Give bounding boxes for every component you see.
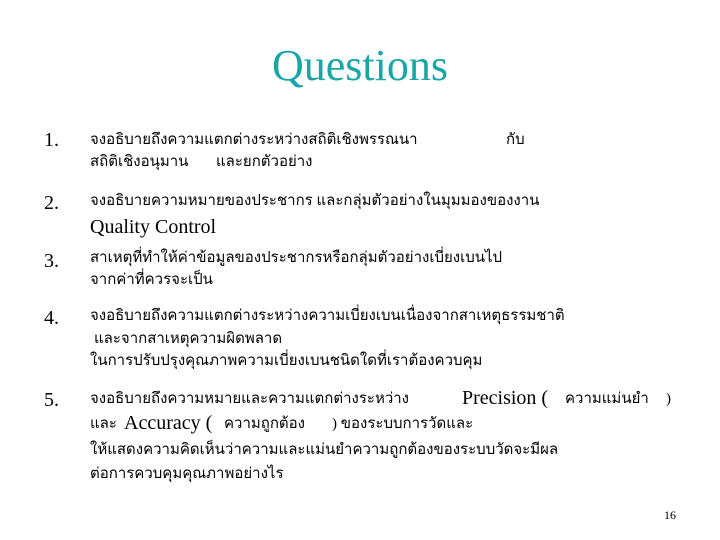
- question-text: ความแม่นยำ: [565, 391, 649, 407]
- question-text: จากค่าที่ควรจะเป็น: [90, 272, 213, 288]
- question-text: จงอธิบายถึงความแตกต่างระหว่างสถิติเชิงพรรณนา: [90, 132, 418, 148]
- question-text: Accuracy (: [124, 412, 213, 434]
- question-text: ความถูกต้อง: [224, 416, 306, 432]
- question-text: สถิติเชิงอนุมาน: [90, 154, 189, 170]
- question-number: 5.: [44, 389, 59, 411]
- question-number: 4.: [44, 307, 59, 329]
- question-number: 1.: [44, 129, 59, 151]
- question-text: จงอธิบายถึงความหมายและความแตกต่างระหว่าง: [90, 391, 410, 407]
- question-text: สาเหตุที่ทำให้ค่าข้อมูลของประชากรหรือกลุ่มตัวอย่างเบี่ยงเบนไป: [90, 250, 503, 266]
- question-text: และยกตัวอย่าง: [216, 154, 313, 170]
- question-text: จงอธิบายความหมายของประชากร และกลุ่มตัวอย่างในมุมมองของงาน: [90, 193, 540, 209]
- question-text: จงอธิบายถึงความแตกต่างระหว่างความเบี่ยงเบนเนื่องจากสาเหตุธรรมชาติ: [90, 308, 565, 324]
- question-number: 2.: [44, 192, 59, 214]
- question-text: ในการปรับปรุงคุณภาพความเบี่ยงเบนชนิดใดที่เราต้องควบคุม: [90, 353, 483, 369]
- slide-title: Questions: [272, 41, 448, 90]
- page-number: 16: [664, 508, 676, 522]
- question-text: Quality Control: [90, 216, 217, 238]
- question-text: ต่อการควบคุมคุณภาพอย่างไร: [90, 466, 284, 482]
- question-text: Precision (: [462, 387, 549, 409]
- question-text: และจากสาเหตุความผิดพลาด: [94, 331, 283, 347]
- question-text: และ: [90, 416, 117, 432]
- question-number: 3.: [44, 250, 59, 272]
- question-text: ให้แสดงความคิดเห็นว่าความและแม่นยำความถูกต้องของระบบวัดจะมีผล: [90, 442, 559, 458]
- question-text: กับ: [506, 132, 525, 148]
- question-text: ): [666, 391, 671, 407]
- question-text: ) ของระบบการวัดและ: [332, 416, 474, 432]
